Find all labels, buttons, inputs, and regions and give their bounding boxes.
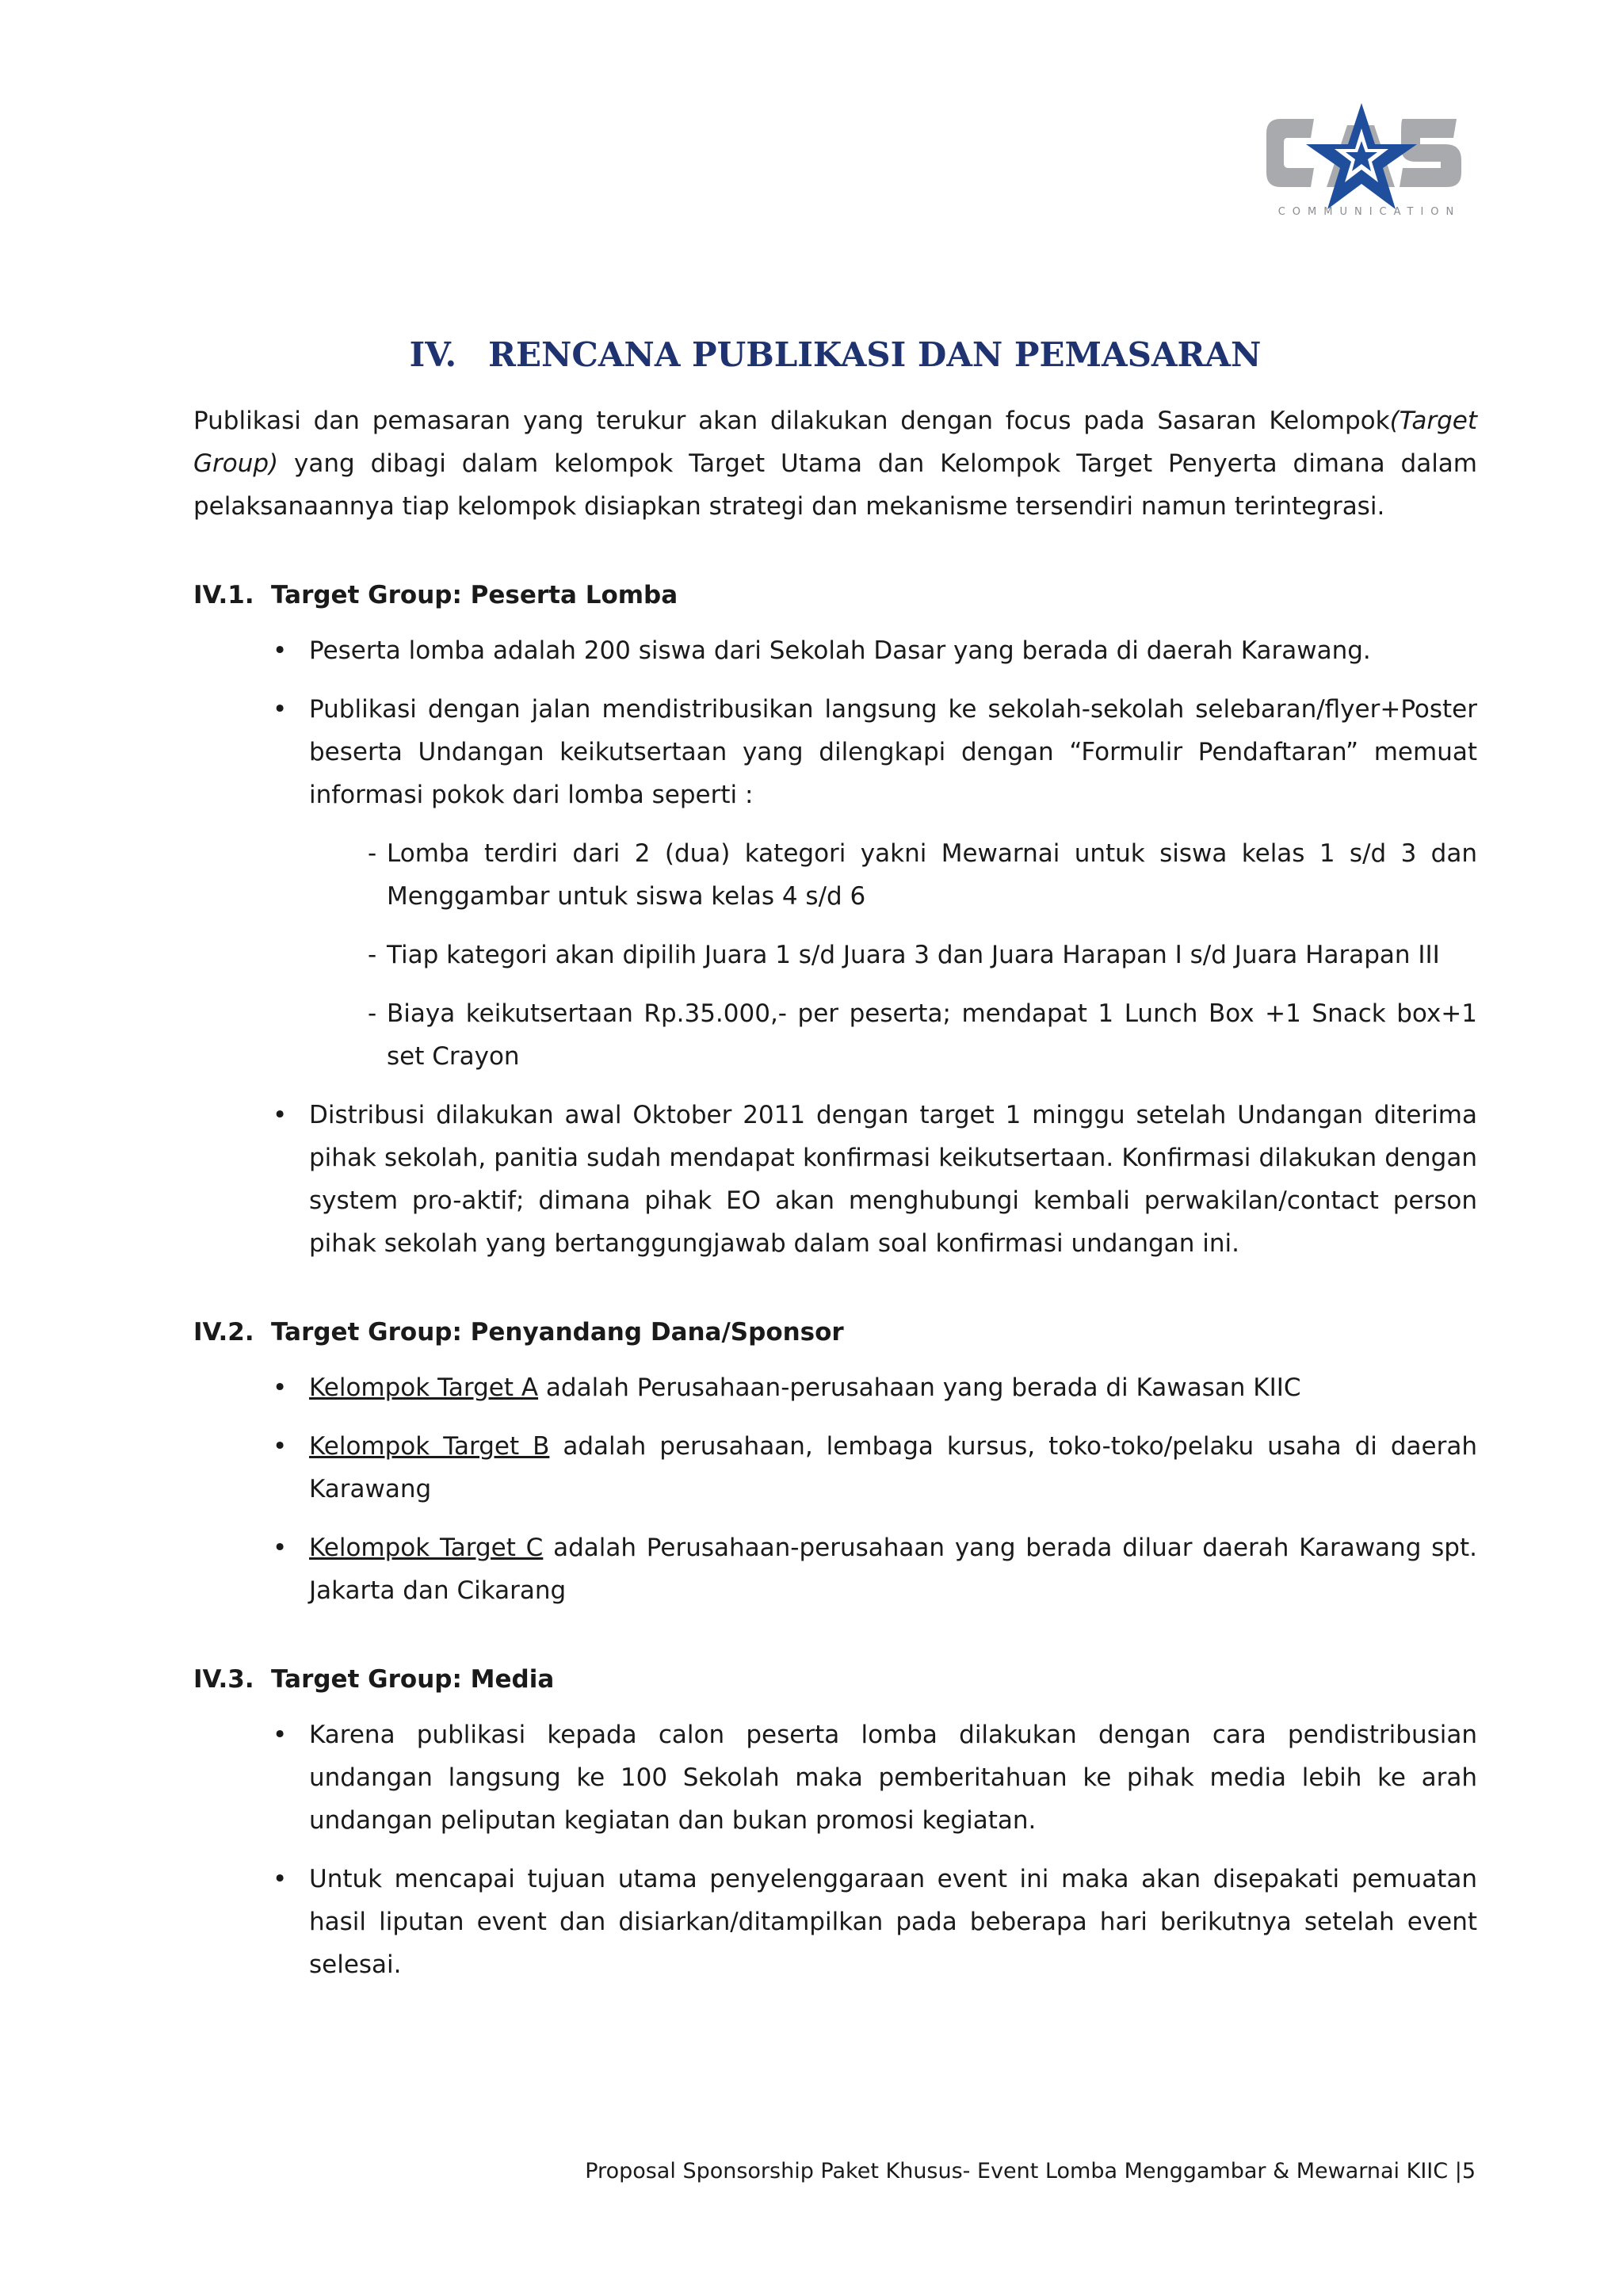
page-footer [585, 2156, 1476, 2187]
intro-text-after: yang dibagi dalam kelompok Target Utama dan Kelompok Target Penyerta dimana dalam pelaksanaannya tiap kelompok disiapkan strategi dan mekanisme tersendiri namun terintegrasi. [193, 449, 1477, 521]
bullet-icon: • [273, 1534, 288, 1562]
dash-icon: - [368, 839, 377, 868]
list-item [273, 1713, 1477, 1842]
bullet-icon: • [273, 1865, 288, 1893]
footer-text: Proposal Sponsorship Paket Khusus- Event Lomba Menggambar & Mewarnai KIIC [585, 2159, 1449, 2183]
sub-list [309, 832, 1477, 1078]
intro-italic: (Target Group) [193, 407, 1477, 478]
sub-list-item [368, 992, 1477, 1078]
section-heading [193, 1311, 1477, 1354]
bullet-icon: • [273, 1373, 288, 1402]
dash-icon: - [368, 941, 377, 969]
section-title: Target Group: Peserta Lomba [271, 581, 678, 609]
target-group-label: Kelompok Target B [309, 1432, 550, 1461]
list-item [273, 1425, 1477, 1511]
sub-list-item-text: Tiap kategori akan dipilih Juara 1 s/d Juara 3 dan Juara Harapan I s/d Juara Harapan III [387, 941, 1440, 969]
intro-text: Publikasi dan pemasaran yang terukur akan dilakukan dengan focus pada Sasaran Kelompok [193, 407, 1390, 435]
intro-paragraph [193, 399, 1477, 528]
list-item-text: Publikasi dengan jalan mendistribusikan langsung ke sekolah-sekolah selebaran/flyer+Poster beserta Undangan keikutsertaan yang dilengkapi dengan “Formulir Pendaftaran” memuat informasi pokok dari lomba seperti : [309, 695, 1477, 809]
bullet-icon: • [273, 1432, 288, 1461]
section-number: IV.2. [193, 1318, 254, 1347]
section-number: IV.1. [193, 581, 254, 609]
list-item [273, 1858, 1477, 1986]
list-item-text: adalah perusahaan, lembaga kursus, toko-toko/pelaku usaha di daerah Karawang [309, 1432, 1477, 1503]
list-item-text: adalah Perusahaan-perusahaan yang berada di Kawasan KIIC [538, 1373, 1301, 1402]
target-group-label: Kelompok Target C [309, 1534, 544, 1562]
bullet-icon: • [273, 1101, 288, 1129]
list-item [273, 1526, 1477, 1612]
list-item-text: Untuk mencapai tujuan utama penyelenggaraan event ini maka akan disepakati pemuatan hasil liputan event dan disiarkan/ditampilkan pada beberapa hari berikutnya setelah event selesai. [309, 1865, 1477, 1979]
list-item [273, 1094, 1477, 1265]
section-heading [193, 574, 1477, 617]
list-item-text: adalah Perusahaan-perusahaan yang berada diluar daerah Karawang spt. Jakarta dan Cikarang [309, 1534, 1477, 1605]
list-item [273, 1366, 1477, 1409]
sub-list-item-text: Lomba terdiri dari 2 (dua) kategori yakni Mewarnai untuk siswa kelas 1 s/d 3 dan Menggambar untuk siswa kelas 4 s/d 6 [387, 839, 1477, 911]
list-item-text: Peserta lomba adalah 200 siswa dari Sekolah Dasar yang berada di daerah Karawang. [309, 636, 1371, 665]
company-logo [1258, 101, 1480, 228]
list-item [273, 629, 1477, 672]
bullet-icon: • [273, 636, 288, 665]
section-title: Target Group: Media [271, 1665, 555, 1694]
bullet-icon: • [273, 1721, 288, 1749]
logo-subtitle: COMMUNICATION [1277, 206, 1461, 218]
chapter-number: IV. [409, 335, 457, 374]
sub-list-item [368, 832, 1477, 918]
list-item-text: Distribusi dilakukan awal Oktober 2011 dengan target 1 minggu setelah Undangan diterima pihak sekolah, panitia sudah mendapat konfirmasi keikutsertaan. Konfirmasi dilakukan dengan system pro-aktif; dimana pihak EO akan menghubungi kembali perwakilan/contact person pihak sekolah yang bertanggungjawab dalam soal konfirmasi undangan ini. [309, 1101, 1477, 1258]
dash-icon: - [368, 999, 377, 1028]
page-number: |5 [1454, 2159, 1476, 2183]
chapter-title: RENCANA PUBLIKASI DAN PEMASARAN [488, 335, 1262, 374]
bullet-list [193, 1366, 1477, 1612]
section-number: IV.3. [193, 1665, 254, 1694]
list-item-text: Karena publikasi kepada calon peserta lomba dilakukan dengan cara pendistribusian undangan langsung ke 100 Sekolah maka pemberitahuan ke pihak media lebih ke arah undangan peliputan kegiatan dan bukan promosi kegiatan. [309, 1721, 1477, 1835]
bullet-list [193, 629, 1477, 1265]
target-group-label: Kelompok Target A [309, 1373, 539, 1402]
section-title: Target Group: Penyandang Dana/Sponsor [271, 1318, 844, 1347]
sub-list-item-text: Biaya keikutsertaan Rp.35.000,- per peserta; mendapat 1 Lunch Box +1 Snack box+1 set Crayon [387, 999, 1477, 1071]
list-item [273, 688, 1477, 1078]
document-body [193, 325, 1477, 2002]
chapter-heading [193, 325, 1477, 385]
sub-list-item [368, 934, 1477, 976]
section-heading [193, 1658, 1477, 1701]
bullet-icon: • [273, 695, 288, 724]
bullet-list [193, 1713, 1477, 1986]
